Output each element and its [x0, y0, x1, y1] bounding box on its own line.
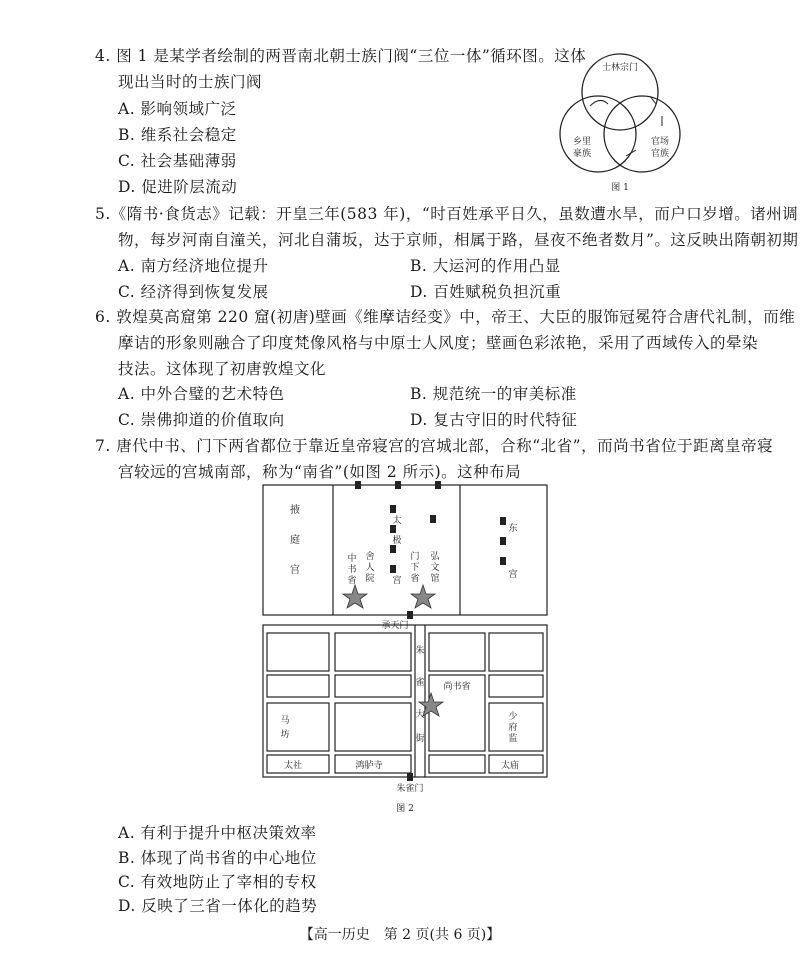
q7-option-b: B. 体现了尚书省的中心地位	[118, 849, 317, 867]
zhuque-street-label-2: 雀	[415, 678, 425, 688]
hall-mark	[500, 517, 506, 525]
block	[335, 675, 411, 697]
venn-circle-left	[560, 96, 636, 172]
q4-venn-figure	[550, 44, 690, 194]
venn-left-label-2: 豪族	[572, 149, 592, 159]
q5-option-d: D. 百姓赋税负担沉重	[410, 283, 562, 301]
honglu-label: 鸿胪寺	[355, 761, 383, 771]
q7-palace-map	[255, 475, 555, 815]
hall-mark	[430, 515, 436, 523]
q7-option-c: C. 有效地防止了宰相的专权	[118, 873, 317, 891]
block	[335, 633, 411, 671]
menxia-label-2: 下	[410, 563, 420, 573]
menxia-label-1: 门	[410, 552, 420, 562]
shangshu-label: 尚书省	[443, 682, 471, 692]
gate-mark	[395, 481, 401, 489]
zhongshu-label-3: 省	[347, 576, 357, 586]
gate-mark	[435, 481, 441, 489]
hall-mark	[390, 505, 396, 513]
chengtian-gate-label: 承天门	[381, 621, 409, 631]
menxia-label-3: 省	[410, 574, 420, 584]
zhongshu-label-2: 书	[347, 565, 357, 575]
q5-option-b: B. 大运河的作用凸显	[410, 257, 561, 275]
q4-option-b: B. 维系社会稳定	[118, 126, 237, 144]
q5-option-a: A. 南方经济地位提升	[118, 257, 269, 275]
hall-mark	[500, 537, 506, 545]
mafang-label-2: 坊	[280, 730, 290, 740]
figure1-caption: 图 1	[611, 183, 629, 193]
q5-option-c: C. 经济得到恢复发展	[118, 283, 269, 301]
taiji-label-1: 太	[392, 516, 402, 526]
q7-stem-line1: 7. 唐代中书、门下两省都位于靠近皇帝寝宫的宫城北部，合称“北省”，而尚书省位于距离皇帝寝	[95, 437, 774, 455]
hall-mark	[500, 557, 506, 565]
hall-mark	[390, 545, 396, 553]
block	[489, 675, 543, 697]
q7-option-d: D. 反映了三省一体化的趋势	[118, 897, 318, 915]
q7-option-a: A. 有利于提升中枢决策效率	[118, 824, 317, 842]
zhuque-gate-mark	[407, 773, 413, 781]
palace-city-outline	[263, 485, 547, 615]
block	[267, 703, 329, 751]
venn-right-label-1: 官场	[650, 137, 670, 147]
hongwen-label-3: 馆	[430, 574, 440, 584]
venn-circle-right	[604, 96, 680, 172]
q5-stem-line2: 物，每岁河南自潼关，河北自蒲坂，达于京师，相属于路，昼夜不绝者数月”。这反映出隋朝初期	[118, 231, 799, 249]
page-footer: 【高一历史 第 2 页(共 6 页)】	[299, 927, 501, 943]
zhuquemen-label: 朱雀门	[396, 784, 424, 794]
sheren-label-2: 人	[365, 563, 375, 573]
venn-arrow-1	[590, 100, 608, 106]
donggong-label-2: 宫	[508, 570, 518, 580]
q6-stem-line1: 6. 敦煌莫高窟第 220 窟(初唐)壁画《维摩诘经变》中，帝王、大臣的服饰冠冕符合唐代礼制，而维	[95, 308, 796, 326]
q6-option-d: D. 复古守旧的时代特征	[410, 411, 578, 429]
block	[429, 755, 485, 773]
sheren-label-3: 院	[365, 574, 375, 584]
hall-mark	[390, 565, 396, 573]
donggong-label-1: 东	[508, 524, 518, 534]
block	[489, 633, 543, 671]
taiji-label-3: 宫	[392, 576, 402, 586]
q6-option-c: C. 崇佛抑道的价值取向	[118, 411, 285, 429]
shaofu-label-2: 府	[508, 723, 518, 733]
block	[429, 633, 485, 671]
taishe-label: 太社	[283, 761, 303, 771]
zhongshu-label-1: 中	[347, 554, 357, 564]
q5-stem-line1: 5.《隋书·食货志》记载：开皇三年(583 年)，“时百姓承平日久，虽数遭水旱，而户口岁增。诸州调	[95, 205, 799, 223]
q4-option-a: A. 影响领域广泛	[118, 100, 237, 118]
yeting-label-1: 掖	[290, 505, 300, 516]
q6-option-b: B. 规范统一的审美标准	[410, 385, 577, 403]
zhuque-street-label-1: 朱	[415, 646, 425, 656]
zhongshu-star	[343, 585, 367, 608]
hongwen-label-2: 文	[430, 563, 440, 573]
taiji-label-2: 极	[392, 536, 402, 546]
figure2-caption: 图 2	[396, 804, 414, 814]
q6-option-a: A. 中外合璧的艺术特色	[118, 385, 285, 403]
hongwen-label-1: 弘	[430, 552, 440, 562]
q7-stem-line2: 宫较远的宫城南部，称为“南省”(如图 2 所示)。这种布局	[118, 463, 522, 481]
q4-stem-line1: 4. 图 1 是某学者绘制的两晋南北朝士族门阀“三位一体”循环图。这体	[95, 47, 587, 65]
q6-stem-line2: 摩诘的形象则融合了印度梵像风格与中原士人风度；壁画色彩浓艳，采用了西域传入的晕染	[118, 334, 759, 352]
venn-left-label-1: 乡里	[572, 137, 592, 147]
hall-mark	[390, 525, 396, 533]
block	[267, 675, 329, 697]
imperial-city-outline	[263, 625, 547, 777]
zhuque-street-label-4: 街	[415, 734, 425, 744]
shaofu-label-3: 监	[508, 734, 518, 744]
zhuque-street-label-3: 大	[415, 710, 425, 720]
taimiao-label: 太庙	[500, 761, 520, 771]
venn-right-label-2: 官族	[650, 149, 670, 159]
chengtian-gate-mark	[407, 611, 413, 619]
q4-option-c: C. 社会基础薄弱	[118, 152, 237, 170]
venn-top-label: 士林宗门	[601, 63, 639, 73]
menxia-star	[411, 585, 435, 608]
block	[335, 703, 411, 751]
q6-stem-line3: 技法。这体现了初唐敦煌文化	[118, 360, 327, 378]
mafang-label-1: 马	[280, 716, 290, 726]
venn-arrow-4	[626, 150, 636, 156]
shaofu-label-1: 少	[508, 712, 518, 722]
gate-mark	[355, 481, 361, 489]
block	[267, 633, 329, 671]
sheren-label-1: 舍	[365, 552, 375, 562]
yeting-label-2: 庭	[290, 535, 300, 546]
q4-option-d: D. 促进阶层流动	[118, 178, 238, 196]
yeting-label-3: 宫	[290, 565, 300, 576]
q4-stem-line2: 现出当时的士族门阀	[118, 73, 263, 91]
